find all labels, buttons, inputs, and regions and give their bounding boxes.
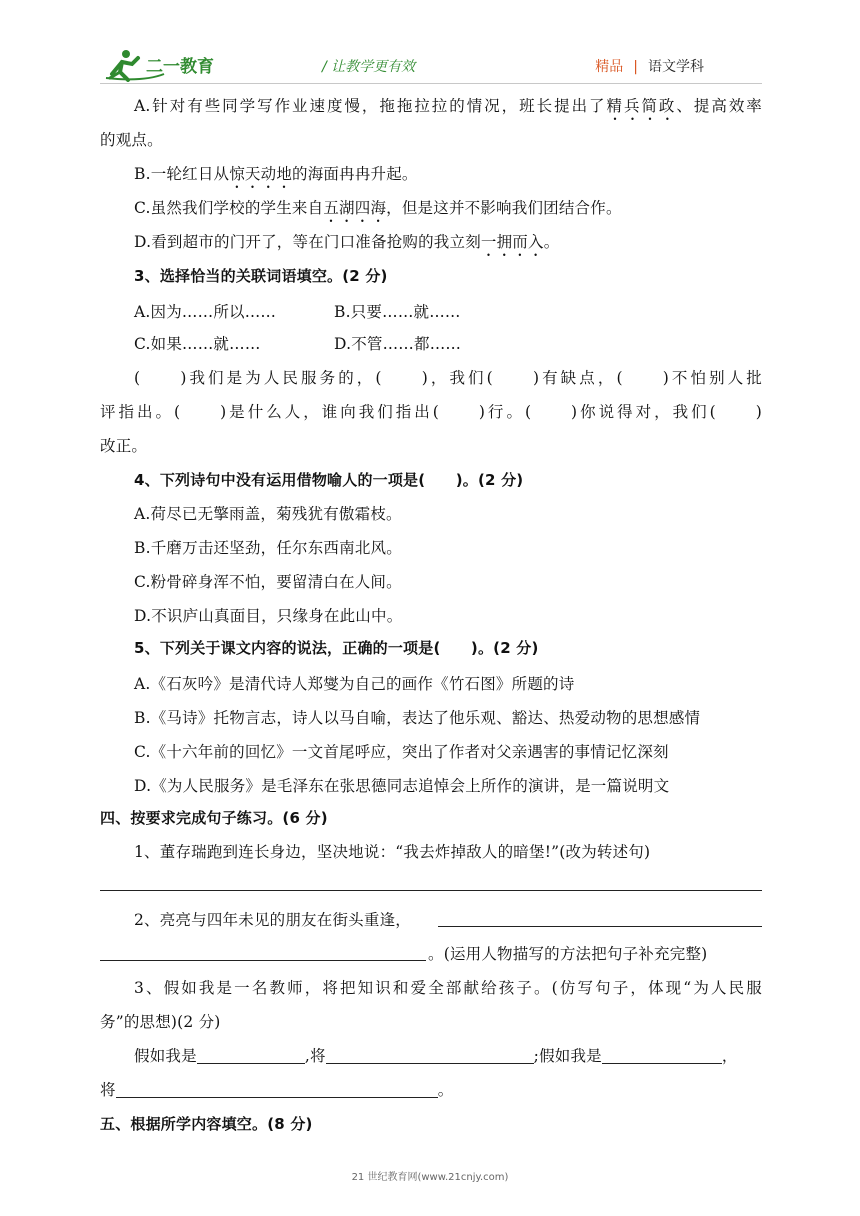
section-5-title: 五、根据所学内容填空。(8 分) — [100, 1115, 313, 1133]
fill-blank-2[interactable] — [326, 1047, 534, 1064]
q2-option-a-cont: 的观点。 — [100, 131, 163, 149]
q5-option-c: C.《十六年前的回忆》一文首尾呼应，突出了作者对父亲遇害的事情记忆深刻 — [134, 743, 669, 761]
q2-option-a: A.针对有些同学写作业速度慢，拖拖拉拉的情况，班长提出了精兵简政、提高效率 — [134, 97, 762, 115]
page-header — [100, 44, 762, 84]
q3-passage-line-2: 评指出。( )是什么人，谁向我们指出( )行。( )你说得对，我们( ) — [100, 403, 762, 421]
header-divider — [100, 83, 762, 84]
q4-option-b: B.千磨万击还坚劲，任尔东西南北风。 — [134, 539, 402, 557]
q5-title: 5、下列关于课文内容的说法，正确的一项是( )。(2 分) — [134, 639, 539, 657]
logo-text: 二一教育 — [146, 57, 214, 77]
header-slogan: / 让教学更有效 — [322, 59, 416, 75]
dotted-phrase: 五湖四海 — [323, 199, 387, 217]
q3-passage-line-1: ( )我们是为人民服务的，( )，我们( )有缺点，( )不怕别人批 — [134, 369, 762, 387]
s4-fill-line-2: 将 。 — [100, 1081, 454, 1099]
fill-blank-1[interactable] — [197, 1047, 305, 1064]
fill-blank-3[interactable] — [602, 1047, 722, 1064]
q2-option-c: C.虽然我们学校的学生来自五湖四海，但是这并不影响我们团结合作。 — [134, 199, 622, 217]
q4-option-c: C.粉骨碎身浑不怕，要留清白在人间。 — [134, 573, 402, 591]
q2-option-b: B.一轮红日从惊天动地的海面冉冉升起。 — [134, 165, 418, 183]
s4-question-2: 2、亮亮与四年未见的朋友在街头重逢， — [134, 911, 411, 929]
q3-title: 3、选择恰当的关联词语填空。(2 分) — [134, 267, 388, 285]
s4-question-2-cont: 。(运用人物描写的方法把句子补充完整) — [428, 945, 708, 963]
tag-subject: 语文学科 — [648, 59, 704, 75]
answer-line-2a[interactable] — [438, 926, 762, 927]
answer-line-1[interactable] — [100, 890, 762, 891]
dotted-phrase: 一拥而入 — [480, 233, 544, 251]
s4-question-3-line-1: 3、假如我是一名教师，将把知识和爱全部献给孩子。(仿写句子，体现“为人民服 — [134, 979, 762, 997]
q3-passage-line-3: 改正。 — [100, 437, 148, 455]
s4-question-3-line-2: 务”的思想)(2 分) — [100, 1013, 221, 1031]
q5-option-d: D.《为人民服务》是毛泽东在张思德同志追悼会上所作的演讲，是一篇说明文 — [134, 777, 670, 795]
header-tags — [595, 56, 704, 76]
fill-blank-4[interactable] — [116, 1081, 438, 1098]
dotted-phrase: 精兵简政 — [606, 97, 677, 115]
q3-option-b: B.只要……就…… — [334, 303, 461, 321]
tag-premium: 精品 — [595, 59, 624, 75]
q2-option-d: D.看到超市的门开了，等在门口准备抢购的我立刻一拥而入。 — [134, 233, 560, 251]
section-4-title: 四、按要求完成句子练习。(6 分) — [100, 809, 328, 827]
q4-option-d: D.不识庐山真面目，只缘身在此山中。 — [134, 607, 403, 625]
dotted-phrase: 惊天动地 — [229, 165, 293, 183]
q3-option-c: C.如果……就…… — [134, 335, 261, 353]
q5-option-b: B.《马诗》托物言志，诗人以马自喻，表达了他乐观、豁达、热爱动物的思想感情 — [134, 709, 701, 727]
logo — [104, 48, 230, 82]
q4-title: 4、下列诗句中没有运用借物喻人的一项是( )。(2 分) — [134, 471, 524, 489]
answer-line-2b[interactable] — [100, 960, 426, 961]
q3-option-d: D.不管……都…… — [334, 335, 462, 353]
q3-option-a: A.因为……所以…… — [134, 303, 277, 321]
s4-fill-line: 假如我是 ,将 ;假如我是 ， — [134, 1047, 738, 1065]
q5-option-a: A.《石灰吟》是清代诗人郑燮为自己的画作《竹石图》所题的诗 — [134, 675, 575, 693]
s4-question-1: 1、董存瑞跑到连长身边，坚决地说：“我去炸掉敌人的暗堡!”(改为转述句) — [134, 843, 651, 861]
page-footer: 21 世纪教育网(www.21cnjy.com) — [351, 1172, 509, 1183]
tag-separator: | — [633, 59, 638, 75]
q4-option-a: A.荷尽已无擎雨盖，菊残犹有傲霜枝。 — [134, 505, 402, 523]
